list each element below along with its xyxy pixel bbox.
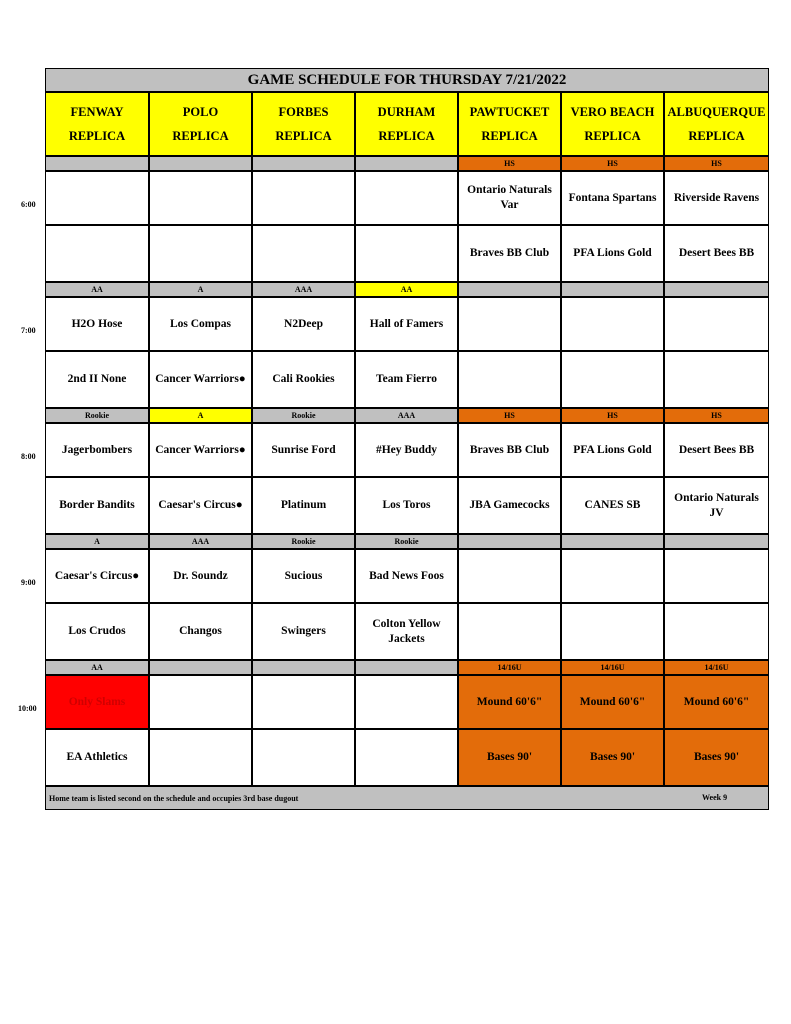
field-subtitle: REPLICA: [172, 129, 229, 143]
division-label: AA: [45, 660, 149, 675]
away-team: [252, 675, 355, 729]
away-team: [252, 171, 355, 225]
division-label: AAA: [252, 282, 355, 297]
field-header-0: [45, 92, 149, 156]
away-team: [561, 297, 664, 351]
week-label: Week 9: [702, 793, 728, 802]
home-team: CANES SB: [561, 477, 664, 534]
division-label: 14/16U: [458, 660, 561, 675]
away-team: N2Deep: [252, 297, 355, 351]
footer-note: Home team is listed second on the schedule and occupies 3rd base dugout: [45, 786, 769, 810]
away-team: Jagerbombers: [45, 423, 149, 477]
home-team: Swingers: [252, 603, 355, 660]
schedule-table: [45, 68, 769, 810]
home-team: [664, 603, 769, 660]
home-team: Changos: [149, 603, 252, 660]
division-label: [355, 156, 458, 171]
division-label: [252, 660, 355, 675]
division-label: [458, 534, 561, 549]
home-team: Team Fierro: [355, 351, 458, 408]
home-team: [252, 225, 355, 282]
schedule-title: GAME SCHEDULE FOR THURSDAY 7/21/2022: [45, 68, 769, 92]
away-team: Ontario Naturals Var: [458, 171, 561, 225]
home-team: Los Toros: [355, 477, 458, 534]
division-label: [149, 156, 252, 171]
division-label: AAA: [149, 534, 252, 549]
division-label: HS: [561, 156, 664, 171]
away-team: Los Compas: [149, 297, 252, 351]
field-header-4: [458, 92, 561, 156]
away-team: [355, 675, 458, 729]
time-label: 9:00: [21, 578, 36, 587]
division-label: AA: [355, 282, 458, 297]
away-team: [149, 171, 252, 225]
division-label: [664, 282, 769, 297]
home-team: Cali Rookies: [252, 351, 355, 408]
away-team: [355, 171, 458, 225]
field-name: POLO: [182, 105, 219, 119]
home-team: [252, 729, 355, 786]
field-name: PAWTUCKET: [469, 105, 550, 119]
field-subtitle: REPLICA: [68, 129, 126, 143]
division-label: Rookie: [252, 408, 355, 423]
away-team: [45, 171, 149, 225]
field-header-3: [355, 92, 458, 156]
home-team: Caesar's Circus●: [149, 477, 252, 534]
division-label: 14/16U: [664, 660, 769, 675]
division-label: [561, 282, 664, 297]
home-team: [149, 729, 252, 786]
away-team: [664, 549, 769, 603]
field-name: FENWAY: [70, 105, 124, 119]
home-team: EA Athletics: [45, 729, 149, 786]
home-team: JBA Gamecocks: [458, 477, 561, 534]
home-team: Bases 90': [664, 729, 769, 786]
field-name: FORBES: [278, 105, 329, 119]
away-team: Dr. Soundz: [149, 549, 252, 603]
division-label: HS: [458, 156, 561, 171]
away-team: [458, 297, 561, 351]
division-label: [458, 282, 561, 297]
home-team: [355, 729, 458, 786]
home-team: [561, 351, 664, 408]
away-team: Only Slams: [45, 675, 149, 729]
home-team: Border Bandits: [45, 477, 149, 534]
home-team: [561, 603, 664, 660]
division-label: [45, 156, 149, 171]
away-team: #Hey Buddy: [355, 423, 458, 477]
time-label: 6:00: [21, 200, 36, 209]
home-team: Cancer Warriors●: [149, 351, 252, 408]
home-team: Bases 90': [458, 729, 561, 786]
home-team: [458, 351, 561, 408]
division-label: Rookie: [355, 534, 458, 549]
time-label: 10:00: [18, 704, 37, 713]
home-team: [355, 225, 458, 282]
time-label: 7:00: [21, 326, 36, 335]
away-team: [664, 297, 769, 351]
division-label: HS: [561, 408, 664, 423]
division-label: A: [45, 534, 149, 549]
home-team: [458, 603, 561, 660]
division-label: [252, 156, 355, 171]
away-team: [458, 549, 561, 603]
away-team: Hall of Famers: [355, 297, 458, 351]
home-team: [664, 351, 769, 408]
field-header-2: [252, 92, 355, 156]
away-team: Riverside Ravens: [664, 171, 769, 225]
division-label: Rookie: [45, 408, 149, 423]
field-name: VERO BEACH: [570, 105, 655, 119]
home-team: Los Crudos: [45, 603, 149, 660]
away-team: Mound 60'6": [458, 675, 561, 729]
home-team: Colton Yellow Jackets: [355, 603, 458, 660]
home-team: Bases 90': [561, 729, 664, 786]
away-team: Braves BB Club: [458, 423, 561, 477]
away-team: Mound 60'6": [561, 675, 664, 729]
home-team: PFA Lions Gold: [561, 225, 664, 282]
away-team: Fontana Spartans: [561, 171, 664, 225]
division-label: AA: [45, 282, 149, 297]
time-label: 8:00: [21, 452, 36, 461]
away-team: Cancer Warriors●: [149, 423, 252, 477]
field-name: DURHAM: [377, 105, 436, 119]
field-header-5: [561, 92, 664, 156]
division-label: AAA: [355, 408, 458, 423]
division-label: [355, 660, 458, 675]
home-team: Ontario Naturals JV: [664, 477, 769, 534]
home-team: Desert Bees BB: [664, 225, 769, 282]
away-team: Mound 60'6": [664, 675, 769, 729]
division-label: [149, 660, 252, 675]
away-team: PFA Lions Gold: [561, 423, 664, 477]
away-team: [561, 549, 664, 603]
field-name: ALBUQUERQUE: [667, 105, 766, 119]
division-label: HS: [458, 408, 561, 423]
home-team: 2nd II None: [45, 351, 149, 408]
away-team: Caesar's Circus●: [45, 549, 149, 603]
away-team: Desert Bees BB: [664, 423, 769, 477]
away-team: H2O Hose: [45, 297, 149, 351]
field-subtitle: REPLICA: [688, 129, 745, 143]
division-label: A: [149, 408, 252, 423]
home-team: Braves BB Club: [458, 225, 561, 282]
division-label: [664, 534, 769, 549]
home-team: [45, 225, 149, 282]
field-subtitle: REPLICA: [275, 129, 332, 143]
division-label: [561, 534, 664, 549]
field-subtitle: REPLICA: [481, 129, 538, 143]
field-header-6: [664, 92, 769, 156]
away-team: [149, 675, 252, 729]
field-header-1: [149, 92, 252, 156]
division-label: HS: [664, 156, 769, 171]
away-team: Sunrise Ford: [252, 423, 355, 477]
division-label: 14/16U: [561, 660, 664, 675]
division-label: A: [149, 282, 252, 297]
home-team: Platinum: [252, 477, 355, 534]
division-label: HS: [664, 408, 769, 423]
away-team: Bad News Foos: [355, 549, 458, 603]
field-subtitle: REPLICA: [378, 129, 435, 143]
home-team: [149, 225, 252, 282]
division-label: Rookie: [252, 534, 355, 549]
field-subtitle: REPLICA: [584, 129, 641, 143]
away-team: Sucious: [252, 549, 355, 603]
